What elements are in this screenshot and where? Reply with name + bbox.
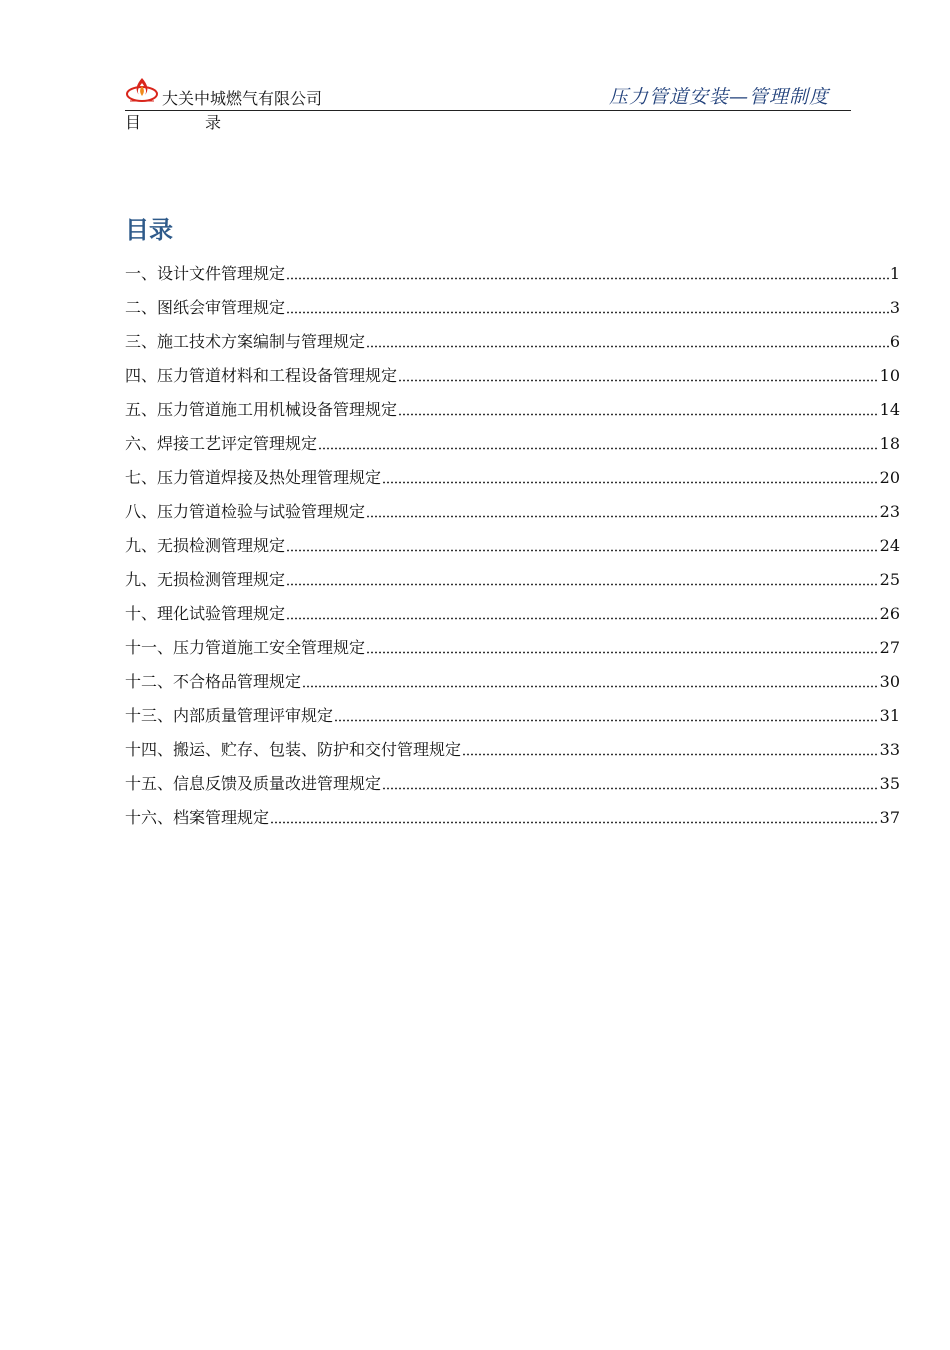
toc-entry-page-number[interactable]: 25 — [879, 570, 900, 589]
toc-entry[interactable] — [125, 761, 900, 795]
toc-entry-label[interactable]: 十三、内部质量管理评审规定 — [125, 706, 334, 725]
toc-entry-page-number[interactable]: 14 — [879, 400, 900, 419]
toc-entry[interactable] — [125, 693, 900, 727]
toc-dot-leader — [366, 504, 879, 518]
toc-entry-page-number[interactable]: 33 — [879, 740, 900, 759]
toc-entry[interactable] — [125, 625, 900, 659]
toc-entry[interactable] — [125, 591, 900, 625]
company-name: 大关中城燃气有限公司 — [162, 89, 323, 108]
toc-entry[interactable] — [125, 421, 900, 455]
toc-entry[interactable] — [125, 285, 900, 319]
toc-entry-label[interactable]: 十一、压力管道施工安全管理规定 — [125, 638, 366, 657]
toc-entry-label[interactable]: 三、施工技术方案编制与管理规定 — [125, 332, 366, 351]
subheading-char-1: 目 — [125, 113, 142, 132]
toc-dot-leader — [366, 334, 889, 348]
toc-entry[interactable] — [125, 387, 900, 421]
toc-entry-page-number[interactable]: 3 — [889, 298, 900, 317]
toc-dot-leader — [398, 402, 879, 416]
toc-entry-page-number[interactable]: 37 — [879, 808, 900, 827]
toc-entry-page-number[interactable]: 27 — [879, 638, 900, 657]
toc-entry-page-number[interactable]: 18 — [879, 434, 900, 453]
toc-entry-label[interactable]: 九、无损检测管理规定 — [125, 570, 286, 589]
toc-entry-page-number[interactable]: 26 — [879, 604, 900, 623]
toc-entry-label[interactable]: 四、压力管道材料和工程设备管理规定 — [125, 366, 398, 385]
toc-entry-page-number[interactable]: 10 — [879, 366, 900, 385]
toc-dot-leader — [382, 470, 879, 484]
toc-dot-leader — [318, 436, 879, 450]
toc-entry[interactable] — [125, 455, 900, 489]
toc-entry-page-number[interactable]: 30 — [879, 672, 900, 691]
toc-entry-label[interactable]: 十二、不合格品管理规定 — [125, 672, 302, 691]
subheading-char-2: 录 — [205, 113, 222, 132]
toc-dot-leader — [286, 572, 879, 586]
toc-entry[interactable] — [125, 251, 900, 285]
toc-entry-page-number[interactable]: 24 — [879, 536, 900, 555]
toc-entry-label[interactable]: 十五、信息反馈及质量改进管理规定 — [125, 774, 382, 793]
flame-logo-icon — [125, 74, 159, 106]
toc-entry-label[interactable]: 十、理化试验管理规定 — [125, 604, 286, 623]
toc-entry-page-number[interactable]: 31 — [879, 706, 900, 725]
toc-dot-leader — [382, 776, 879, 790]
toc-dot-leader — [286, 606, 879, 620]
toc-entry-label[interactable]: 二、图纸会审管理规定 — [125, 298, 286, 317]
toc-entry[interactable] — [125, 353, 900, 387]
toc-entry[interactable] — [125, 795, 900, 829]
toc-dot-leader — [286, 300, 889, 314]
toc-entry[interactable] — [125, 659, 900, 693]
toc-dot-leader — [286, 538, 879, 552]
toc-entry-page-number[interactable]: 35 — [879, 774, 900, 793]
toc-dot-leader — [334, 708, 879, 722]
toc-entry-label[interactable]: 八、压力管道检验与试验管理规定 — [125, 502, 366, 521]
section-subheading — [125, 112, 221, 134]
toc-entry[interactable] — [125, 489, 900, 523]
toc-entry[interactable] — [125, 523, 900, 557]
toc-entry-page-number[interactable]: 23 — [879, 502, 900, 521]
toc-dot-leader — [302, 674, 879, 688]
toc-dot-leader — [398, 368, 879, 382]
toc-entry-label[interactable]: 十六、档案管理规定 — [125, 808, 270, 827]
document-title: 压力管道安装—管理制度 — [608, 86, 829, 108]
toc-dot-leader — [462, 742, 879, 756]
toc-entry-label[interactable]: 七、压力管道焊接及热处理管理规定 — [125, 468, 382, 487]
toc-entry[interactable] — [125, 319, 900, 353]
toc-title: 目录 — [125, 215, 173, 244]
toc-entry-page-number[interactable]: 6 — [889, 332, 900, 351]
toc-entry[interactable] — [125, 727, 900, 761]
toc-entry-label[interactable]: 十四、搬运、贮存、包装、防护和交付管理规定 — [125, 740, 462, 759]
toc-entry-label[interactable]: 六、焊接工艺评定管理规定 — [125, 434, 318, 453]
toc-entry[interactable] — [125, 557, 900, 591]
toc-entry-page-number[interactable]: 20 — [879, 468, 900, 487]
toc-dot-leader — [270, 810, 879, 824]
page-header — [125, 72, 851, 111]
toc-entry-label[interactable]: 一、设计文件管理规定 — [125, 264, 286, 283]
toc-dot-leader — [366, 640, 879, 654]
toc-entry-label[interactable]: 九、无损检测管理规定 — [125, 536, 286, 555]
toc-entry-label[interactable]: 五、压力管道施工用机械设备管理规定 — [125, 400, 398, 419]
toc-list — [125, 251, 900, 829]
toc-entry-page-number[interactable]: 1 — [889, 264, 900, 283]
toc-dot-leader — [286, 266, 889, 280]
